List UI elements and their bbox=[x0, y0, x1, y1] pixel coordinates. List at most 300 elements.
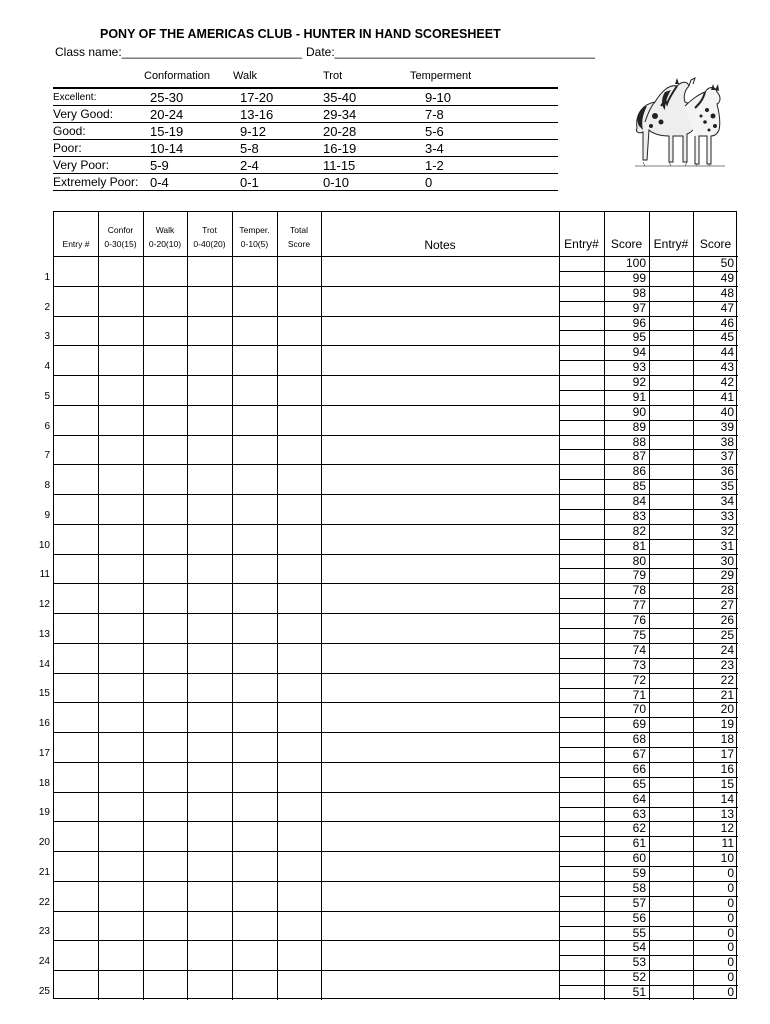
notes-cell[interactable] bbox=[321, 464, 559, 494]
score-value-right: 15 bbox=[720, 776, 734, 791]
confor-cell[interactable] bbox=[98, 792, 143, 822]
walk-cell[interactable] bbox=[143, 643, 187, 673]
total-cell[interactable] bbox=[277, 881, 321, 911]
total-cell[interactable] bbox=[277, 940, 321, 970]
score-value-left: 89 bbox=[632, 419, 646, 434]
score-value-left: 100 bbox=[625, 256, 646, 270]
row-number: 8 bbox=[44, 480, 50, 492]
score-value-left: 84 bbox=[632, 494, 646, 509]
header-entry-2: Entry# bbox=[653, 237, 689, 251]
walk-cell[interactable] bbox=[143, 792, 187, 822]
score-value-left: 74 bbox=[632, 642, 646, 657]
score-value-right: 23 bbox=[720, 657, 734, 672]
score-value-left: 83 bbox=[632, 508, 646, 523]
entry-cell[interactable] bbox=[54, 256, 98, 286]
trot-cell[interactable] bbox=[187, 940, 232, 970]
entry-cell[interactable] bbox=[54, 940, 98, 970]
rating-value: 25-30 bbox=[150, 90, 184, 105]
notes-cell[interactable] bbox=[321, 375, 559, 405]
score-value-right: 32 bbox=[720, 523, 734, 538]
notes-cell[interactable] bbox=[321, 673, 559, 703]
total-cell[interactable] bbox=[277, 286, 321, 316]
confor-cell[interactable] bbox=[98, 256, 143, 286]
score-value-right: 34 bbox=[720, 494, 734, 509]
entry-cell[interactable] bbox=[54, 435, 98, 465]
entry-cell[interactable] bbox=[54, 464, 98, 494]
score-value-left: 99 bbox=[632, 270, 646, 285]
header-total-score: Score bbox=[287, 239, 311, 249]
row-number: 17 bbox=[38, 747, 50, 759]
walk-cell[interactable] bbox=[143, 821, 187, 851]
entry-cell[interactable] bbox=[54, 673, 98, 703]
temper-cell[interactable] bbox=[232, 643, 277, 673]
score-value-right: 0 bbox=[727, 985, 734, 1000]
trot-cell[interactable] bbox=[187, 554, 232, 584]
temper-cell[interactable] bbox=[232, 583, 277, 613]
temper-cell[interactable] bbox=[232, 970, 277, 1000]
row-number: 1 bbox=[44, 271, 50, 283]
confor-cell[interactable] bbox=[98, 286, 143, 316]
temper-cell[interactable] bbox=[232, 554, 277, 584]
rating-col-trot: Trot bbox=[323, 70, 343, 82]
walk-cell[interactable] bbox=[143, 762, 187, 792]
entry-cell[interactable] bbox=[54, 732, 98, 762]
walk-cell[interactable] bbox=[143, 524, 187, 554]
temper-cell[interactable] bbox=[232, 494, 277, 524]
trot-cell[interactable] bbox=[187, 256, 232, 286]
total-cell[interactable] bbox=[277, 554, 321, 584]
row-number: 6 bbox=[44, 420, 50, 432]
rating-value: 5-9 bbox=[150, 158, 169, 173]
score-value-right: 49 bbox=[720, 270, 734, 285]
temper-cell[interactable] bbox=[232, 792, 277, 822]
rating-row-label: Poor: bbox=[53, 141, 82, 155]
walk-cell[interactable] bbox=[143, 316, 187, 346]
total-cell[interactable] bbox=[277, 316, 321, 346]
header-walk: Walk bbox=[155, 225, 175, 235]
header-confor-range: 0-30(15) bbox=[104, 239, 137, 249]
walk-cell[interactable] bbox=[143, 970, 187, 1000]
walk-cell[interactable] bbox=[143, 673, 187, 703]
entry-cell[interactable] bbox=[54, 762, 98, 792]
score-value-right: 12 bbox=[720, 821, 734, 836]
total-cell[interactable] bbox=[277, 702, 321, 732]
trot-cell[interactable] bbox=[187, 405, 232, 435]
trot-cell[interactable] bbox=[187, 643, 232, 673]
notes-cell[interactable] bbox=[321, 524, 559, 554]
rating-value: 2-4 bbox=[240, 158, 259, 173]
total-cell[interactable] bbox=[277, 345, 321, 375]
rating-row-label: Very Good: bbox=[53, 107, 114, 121]
score-value-right: 0 bbox=[727, 970, 734, 985]
notes-cell[interactable] bbox=[321, 554, 559, 584]
score-value-left: 58 bbox=[632, 880, 646, 895]
score-value-right: 28 bbox=[720, 583, 734, 598]
row-number: 13 bbox=[38, 628, 50, 640]
score-value-right: 50 bbox=[720, 256, 734, 270]
confor-cell[interactable] bbox=[98, 821, 143, 851]
row-number: 25 bbox=[38, 986, 50, 997]
header-score-1: Score bbox=[610, 237, 643, 251]
trot-cell[interactable] bbox=[187, 970, 232, 1000]
entry-cell[interactable] bbox=[54, 494, 98, 524]
temper-cell[interactable] bbox=[232, 524, 277, 554]
rating-value: 20-24 bbox=[150, 107, 184, 122]
score-value-right: 0 bbox=[727, 866, 734, 881]
notes-cell[interactable] bbox=[321, 940, 559, 970]
entry-cell[interactable] bbox=[54, 286, 98, 316]
score-value-right: 16 bbox=[720, 761, 734, 776]
notes-cell[interactable] bbox=[321, 345, 559, 375]
confor-cell[interactable] bbox=[98, 494, 143, 524]
walk-cell[interactable] bbox=[143, 405, 187, 435]
rating-value: 15-19 bbox=[150, 124, 184, 139]
confor-cell[interactable] bbox=[98, 345, 143, 375]
notes-cell[interactable] bbox=[321, 286, 559, 316]
notes-cell[interactable] bbox=[321, 702, 559, 732]
row-number: 2 bbox=[44, 301, 50, 313]
rating-value: 29-34 bbox=[323, 107, 357, 122]
confor-cell[interactable] bbox=[98, 524, 143, 554]
score-value-left: 55 bbox=[632, 925, 646, 940]
trot-cell[interactable] bbox=[187, 583, 232, 613]
total-cell[interactable] bbox=[277, 970, 321, 1000]
trot-cell[interactable] bbox=[187, 881, 232, 911]
score-value-left: 93 bbox=[632, 360, 646, 375]
score-value-left: 91 bbox=[632, 389, 646, 404]
confor-cell[interactable] bbox=[98, 762, 143, 792]
score-value-right: 33 bbox=[720, 508, 734, 523]
trot-cell[interactable] bbox=[187, 762, 232, 792]
confor-cell[interactable] bbox=[98, 702, 143, 732]
score-value-right: 0 bbox=[727, 925, 734, 940]
trot-cell[interactable] bbox=[187, 851, 232, 881]
temper-cell[interactable] bbox=[232, 732, 277, 762]
total-cell[interactable] bbox=[277, 673, 321, 703]
walk-cell[interactable] bbox=[143, 732, 187, 762]
total-cell[interactable] bbox=[277, 375, 321, 405]
total-cell[interactable] bbox=[277, 821, 321, 851]
entry-cell[interactable] bbox=[54, 345, 98, 375]
score-value-right: 44 bbox=[720, 345, 734, 360]
notes-cell[interactable] bbox=[321, 821, 559, 851]
score-value-right: 20 bbox=[720, 702, 734, 717]
notes-cell[interactable] bbox=[321, 911, 559, 941]
score-value-left: 88 bbox=[632, 434, 646, 449]
confor-cell[interactable] bbox=[98, 881, 143, 911]
header-trot: Trot bbox=[202, 225, 217, 235]
entry-cell[interactable] bbox=[54, 792, 98, 822]
trot-cell[interactable] bbox=[187, 494, 232, 524]
notes-cell[interactable] bbox=[321, 792, 559, 822]
notes-cell[interactable] bbox=[321, 851, 559, 881]
confor-cell[interactable] bbox=[98, 405, 143, 435]
confor-cell[interactable] bbox=[98, 673, 143, 703]
score-value-right: 14 bbox=[720, 791, 734, 806]
rating-row-divider bbox=[53, 105, 558, 106]
temper-cell[interactable] bbox=[232, 673, 277, 703]
header-confor: Confor bbox=[107, 225, 134, 235]
trot-cell[interactable] bbox=[187, 286, 232, 316]
confor-cell[interactable] bbox=[98, 583, 143, 613]
notes-cell[interactable] bbox=[321, 643, 559, 673]
rating-value: 10-14 bbox=[150, 141, 184, 156]
row-number: 22 bbox=[38, 896, 50, 908]
walk-cell[interactable] bbox=[143, 435, 187, 465]
confor-cell[interactable] bbox=[98, 970, 143, 1000]
walk-cell[interactable] bbox=[143, 256, 187, 286]
entry-cell[interactable] bbox=[54, 881, 98, 911]
temper-cell[interactable] bbox=[232, 702, 277, 732]
class-name-field[interactable]: Class name:___________________________ bbox=[55, 45, 302, 59]
score-value-right: 35 bbox=[720, 479, 734, 494]
score-value-right: 47 bbox=[720, 300, 734, 315]
trot-cell[interactable] bbox=[187, 702, 232, 732]
row-number: 19 bbox=[38, 807, 50, 819]
entry-cell[interactable] bbox=[54, 316, 98, 346]
total-cell[interactable] bbox=[277, 732, 321, 762]
score-value-right: 0 bbox=[727, 940, 734, 955]
entry-cell[interactable] bbox=[54, 613, 98, 643]
score-value-left: 52 bbox=[632, 970, 646, 985]
row-number: 18 bbox=[38, 777, 50, 789]
notes-cell[interactable] bbox=[321, 494, 559, 524]
walk-cell[interactable] bbox=[143, 494, 187, 524]
confor-cell[interactable] bbox=[98, 375, 143, 405]
score-value-right: 22 bbox=[720, 672, 734, 687]
rating-value: 0-1 bbox=[240, 175, 259, 190]
confor-cell[interactable] bbox=[98, 464, 143, 494]
temper-cell[interactable] bbox=[232, 375, 277, 405]
row-number: 5 bbox=[44, 390, 50, 402]
rating-value: 11-15 bbox=[323, 158, 356, 173]
temper-cell[interactable] bbox=[232, 851, 277, 881]
notes-cell[interactable] bbox=[321, 881, 559, 911]
walk-cell[interactable] bbox=[143, 375, 187, 405]
score-value-right: 29 bbox=[720, 568, 734, 583]
walk-cell[interactable] bbox=[143, 702, 187, 732]
notes-cell[interactable] bbox=[321, 405, 559, 435]
score-value-right: 0 bbox=[727, 955, 734, 970]
date-field[interactable]: Date:_______________________________________ bbox=[306, 45, 595, 59]
rating-value: 16-19 bbox=[323, 141, 357, 156]
temper-cell[interactable] bbox=[232, 940, 277, 970]
confor-cell[interactable] bbox=[98, 851, 143, 881]
row-number: 20 bbox=[38, 837, 50, 849]
rating-row-label: Good: bbox=[53, 124, 86, 138]
trot-cell[interactable] bbox=[187, 464, 232, 494]
score-value-left: 80 bbox=[632, 553, 646, 568]
notes-cell[interactable] bbox=[321, 435, 559, 465]
confor-cell[interactable] bbox=[98, 732, 143, 762]
confor-cell[interactable] bbox=[98, 316, 143, 346]
score-value-left: 69 bbox=[632, 717, 646, 732]
rating-divider bbox=[53, 87, 558, 89]
rating-row-divider bbox=[53, 173, 558, 174]
rating-row-divider bbox=[53, 122, 558, 123]
score-value-left: 76 bbox=[632, 613, 646, 628]
total-cell[interactable] bbox=[277, 405, 321, 435]
total-cell[interactable] bbox=[277, 851, 321, 881]
temper-cell[interactable] bbox=[232, 316, 277, 346]
trot-cell[interactable] bbox=[187, 732, 232, 762]
walk-cell[interactable] bbox=[143, 583, 187, 613]
trot-cell[interactable] bbox=[187, 792, 232, 822]
trot-cell[interactable] bbox=[187, 673, 232, 703]
temper-cell[interactable] bbox=[232, 405, 277, 435]
rating-value: 0-10 bbox=[323, 175, 350, 190]
rating-value: 5-8 bbox=[240, 141, 259, 156]
confor-cell[interactable] bbox=[98, 435, 143, 465]
row-number: 9 bbox=[44, 509, 50, 521]
entry-cell[interactable] bbox=[54, 911, 98, 941]
row-number: 23 bbox=[38, 926, 50, 938]
notes-cell[interactable] bbox=[321, 316, 559, 346]
rating-row-divider bbox=[53, 139, 558, 140]
total-cell[interactable] bbox=[277, 583, 321, 613]
total-cell[interactable] bbox=[277, 911, 321, 941]
entry-cell[interactable] bbox=[54, 554, 98, 584]
temper-cell[interactable] bbox=[232, 821, 277, 851]
header-temper-range: 0-10(5) bbox=[240, 239, 269, 249]
confor-cell[interactable] bbox=[98, 554, 143, 584]
entry-cell[interactable] bbox=[54, 583, 98, 613]
total-cell[interactable] bbox=[277, 435, 321, 465]
entry-cell[interactable] bbox=[54, 524, 98, 554]
rating-row-divider bbox=[53, 156, 558, 157]
confor-cell[interactable] bbox=[98, 643, 143, 673]
score-value-right: 10 bbox=[720, 851, 734, 866]
rating-value: 0-4 bbox=[150, 175, 169, 190]
score-value-right: 13 bbox=[720, 806, 734, 821]
rating-row-divider bbox=[53, 190, 558, 191]
row-number: 16 bbox=[38, 718, 50, 730]
score-value-left: 95 bbox=[632, 330, 646, 345]
score-value-left: 77 bbox=[632, 598, 646, 613]
rating-value: 13-16 bbox=[240, 107, 274, 122]
entry-cell[interactable] bbox=[54, 821, 98, 851]
score-value-right: 36 bbox=[720, 464, 734, 479]
row-number: 11 bbox=[39, 569, 50, 581]
score-value-right: 0 bbox=[727, 895, 734, 910]
walk-cell[interactable] bbox=[143, 940, 187, 970]
total-cell[interactable] bbox=[277, 613, 321, 643]
walk-cell[interactable] bbox=[143, 911, 187, 941]
notes-cell[interactable] bbox=[321, 732, 559, 762]
score-value-left: 61 bbox=[632, 836, 646, 851]
rating-value: 9-10 bbox=[425, 90, 452, 105]
confor-cell[interactable] bbox=[98, 911, 143, 941]
total-cell[interactable] bbox=[277, 524, 321, 554]
total-cell[interactable] bbox=[277, 256, 321, 286]
trot-cell[interactable] bbox=[187, 375, 232, 405]
entry-cell[interactable] bbox=[54, 643, 98, 673]
entry-cell[interactable] bbox=[54, 405, 98, 435]
total-cell[interactable] bbox=[277, 494, 321, 524]
total-cell[interactable] bbox=[277, 464, 321, 494]
entry-cell[interactable] bbox=[54, 375, 98, 405]
temper-cell[interactable] bbox=[232, 435, 277, 465]
temper-cell[interactable] bbox=[232, 911, 277, 941]
confor-cell[interactable] bbox=[98, 940, 143, 970]
score-value-left: 92 bbox=[632, 375, 646, 390]
score-value-left: 75 bbox=[632, 628, 646, 642]
score-value-left: 62 bbox=[632, 821, 646, 836]
rating-value: 7-8 bbox=[425, 107, 444, 122]
trot-cell[interactable] bbox=[187, 524, 232, 554]
walk-cell[interactable] bbox=[143, 613, 187, 643]
walk-cell[interactable] bbox=[143, 554, 187, 584]
row-number: 15 bbox=[38, 688, 50, 700]
score-value-right: 45 bbox=[720, 330, 734, 345]
score-value-right: 25 bbox=[720, 628, 734, 642]
temper-cell[interactable] bbox=[232, 256, 277, 286]
temper-cell[interactable] bbox=[232, 286, 277, 316]
trot-cell[interactable] bbox=[187, 345, 232, 375]
score-value-left: 73 bbox=[632, 657, 646, 672]
score-value-right: 24 bbox=[720, 642, 734, 657]
ponies-illustration bbox=[625, 70, 735, 170]
temper-cell[interactable] bbox=[232, 345, 277, 375]
notes-cell[interactable] bbox=[321, 970, 559, 1000]
header-entry-1: Entry# bbox=[564, 237, 599, 251]
score-value-left: 60 bbox=[632, 851, 646, 866]
notes-cell[interactable] bbox=[321, 583, 559, 613]
confor-cell[interactable] bbox=[98, 613, 143, 643]
trot-cell[interactable] bbox=[187, 613, 232, 643]
score-value-left: 85 bbox=[632, 479, 646, 494]
score-value-right: 0 bbox=[727, 880, 734, 895]
trot-cell[interactable] bbox=[187, 316, 232, 346]
score-value-left: 82 bbox=[632, 523, 646, 538]
score-value-right: 30 bbox=[720, 553, 734, 568]
header-notes: Notes bbox=[424, 238, 456, 252]
walk-cell[interactable] bbox=[143, 851, 187, 881]
walk-cell[interactable] bbox=[143, 881, 187, 911]
score-value-right: 42 bbox=[720, 375, 734, 390]
trot-cell[interactable] bbox=[187, 435, 232, 465]
walk-cell[interactable] bbox=[143, 345, 187, 375]
score-value-right: 18 bbox=[720, 732, 734, 747]
temper-cell[interactable] bbox=[232, 464, 277, 494]
total-cell[interactable] bbox=[277, 762, 321, 792]
trot-cell[interactable] bbox=[187, 911, 232, 941]
score-value-right: 39 bbox=[720, 419, 734, 434]
temper-cell[interactable] bbox=[232, 762, 277, 792]
temper-cell[interactable] bbox=[232, 881, 277, 911]
notes-cell[interactable] bbox=[321, 613, 559, 643]
page-title: PONY OF THE AMERICAS CLUB - HUNTER IN HAND SCORESHEET bbox=[100, 27, 501, 41]
entry-cell[interactable] bbox=[54, 702, 98, 732]
notes-cell[interactable] bbox=[321, 256, 559, 286]
total-cell[interactable] bbox=[277, 643, 321, 673]
entry-cell[interactable] bbox=[54, 970, 98, 1000]
score-value-right: 21 bbox=[720, 687, 734, 702]
entry-cell[interactable] bbox=[54, 851, 98, 881]
score-value-left: 53 bbox=[632, 955, 646, 970]
row-number: 14 bbox=[38, 658, 50, 670]
trot-cell[interactable] bbox=[187, 821, 232, 851]
score-table bbox=[38, 211, 737, 1000]
total-cell[interactable] bbox=[277, 792, 321, 822]
score-value-left: 94 bbox=[632, 345, 646, 360]
score-value-left: 87 bbox=[632, 449, 646, 464]
walk-cell[interactable] bbox=[143, 464, 187, 494]
score-value-left: 67 bbox=[632, 747, 646, 762]
walk-cell[interactable] bbox=[143, 286, 187, 316]
temper-cell[interactable] bbox=[232, 613, 277, 643]
notes-cell[interactable] bbox=[321, 762, 559, 792]
